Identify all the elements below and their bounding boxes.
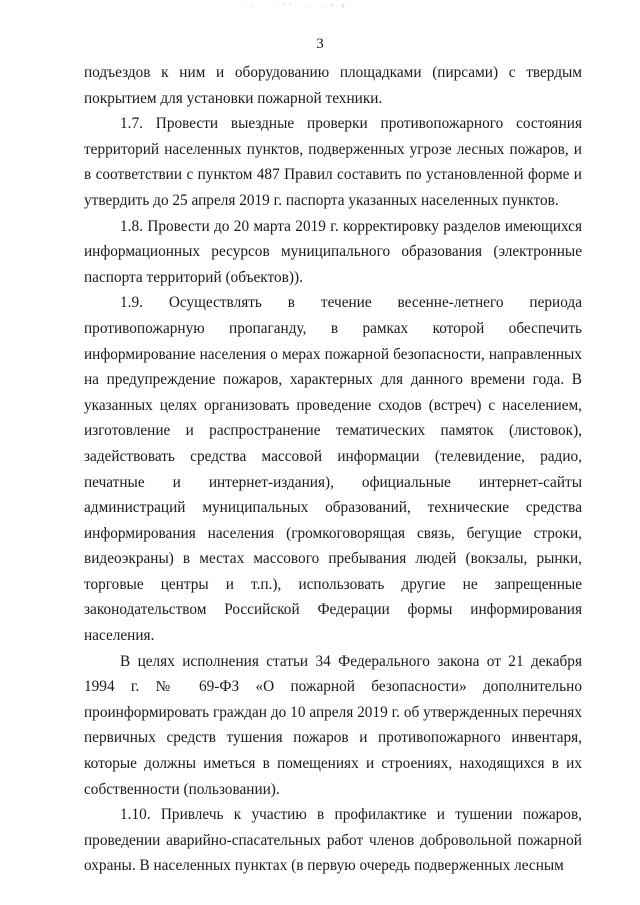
page-number: 3 (316, 36, 324, 52)
paragraph-1-10: 1.10. Привлечь к участию в профилактике и тушении пожаров, проведении аварийно-спасательных работ членов добровольной пожарной охраны. В населенных пунктах (в первую очередь подверженных лесным (84, 806, 582, 875)
paragraph-article-34: В целях исполнения статьи 34 Федерального закона от 21 декабря 1994 г. № 69-ФЗ «О пожарной безопасности» дополнительно проинформировать граждан до 10 апреля 2019 г. об утвержденных перечнях первичных средств тушения пожаров и противопожарного инвентаря, которые должны иметься в помещениях и строениях, находящихся в их собственности (пользовании). (84, 652, 582, 798)
paragraph-1-8: 1.8. Провести до 20 марта 2019 г. корректировку разделов имеющихся информационных ресурсов муниципального образования (электронные паспорта территорий (объектов)). (84, 217, 582, 286)
paragraph-1-9: 1.9. Осуществлять в течение весенне-летнего периода противопожарную пропаганду, в рамках которой обеспечить информирование населения о мерах пожарной безопасности, направленных на предупреждение пожаров, характерных для данного времени года. В указанных целях организовать проведение сходов (встреч) с населением, изготовление и распространение тематических памяток (листовок), задействовать средства массовой информации (телевидение, радио, печатные и интернет-издания), официальные интернет-сайты администраций муниципальных образований, технические средства информирования населения (громкоговорящая связь, бегущие строки, видеоэкраны) в местах массового пребывания людей (вокзалы, рынки, торговые центры и т.п.), использовать другие не запрещенные законодательством Российской Федерации формы информирования населения. (84, 294, 582, 645)
paragraph-continuation: подъездов к ним и оборудованию площадками (пирсами) с твердым покрытием для установки пожарной техники. (84, 64, 582, 107)
paragraph-1-7: 1.7. Провести выездные проверки противопожарного состояния территорий населенных пунктов, подверженных угрозе лесных пожаров, и в соответствии с пунктом 487 Правил составить по установленной форме и утвердить до 25 апреля 2019 г. паспорта указанных населенных пунктов. (84, 115, 582, 209)
scan-header-mark: · .- ·.··ᐟᐟ· ·.···ᵛ·ᵍ·· (236, 3, 358, 10)
document-body (84, 60, 582, 879)
